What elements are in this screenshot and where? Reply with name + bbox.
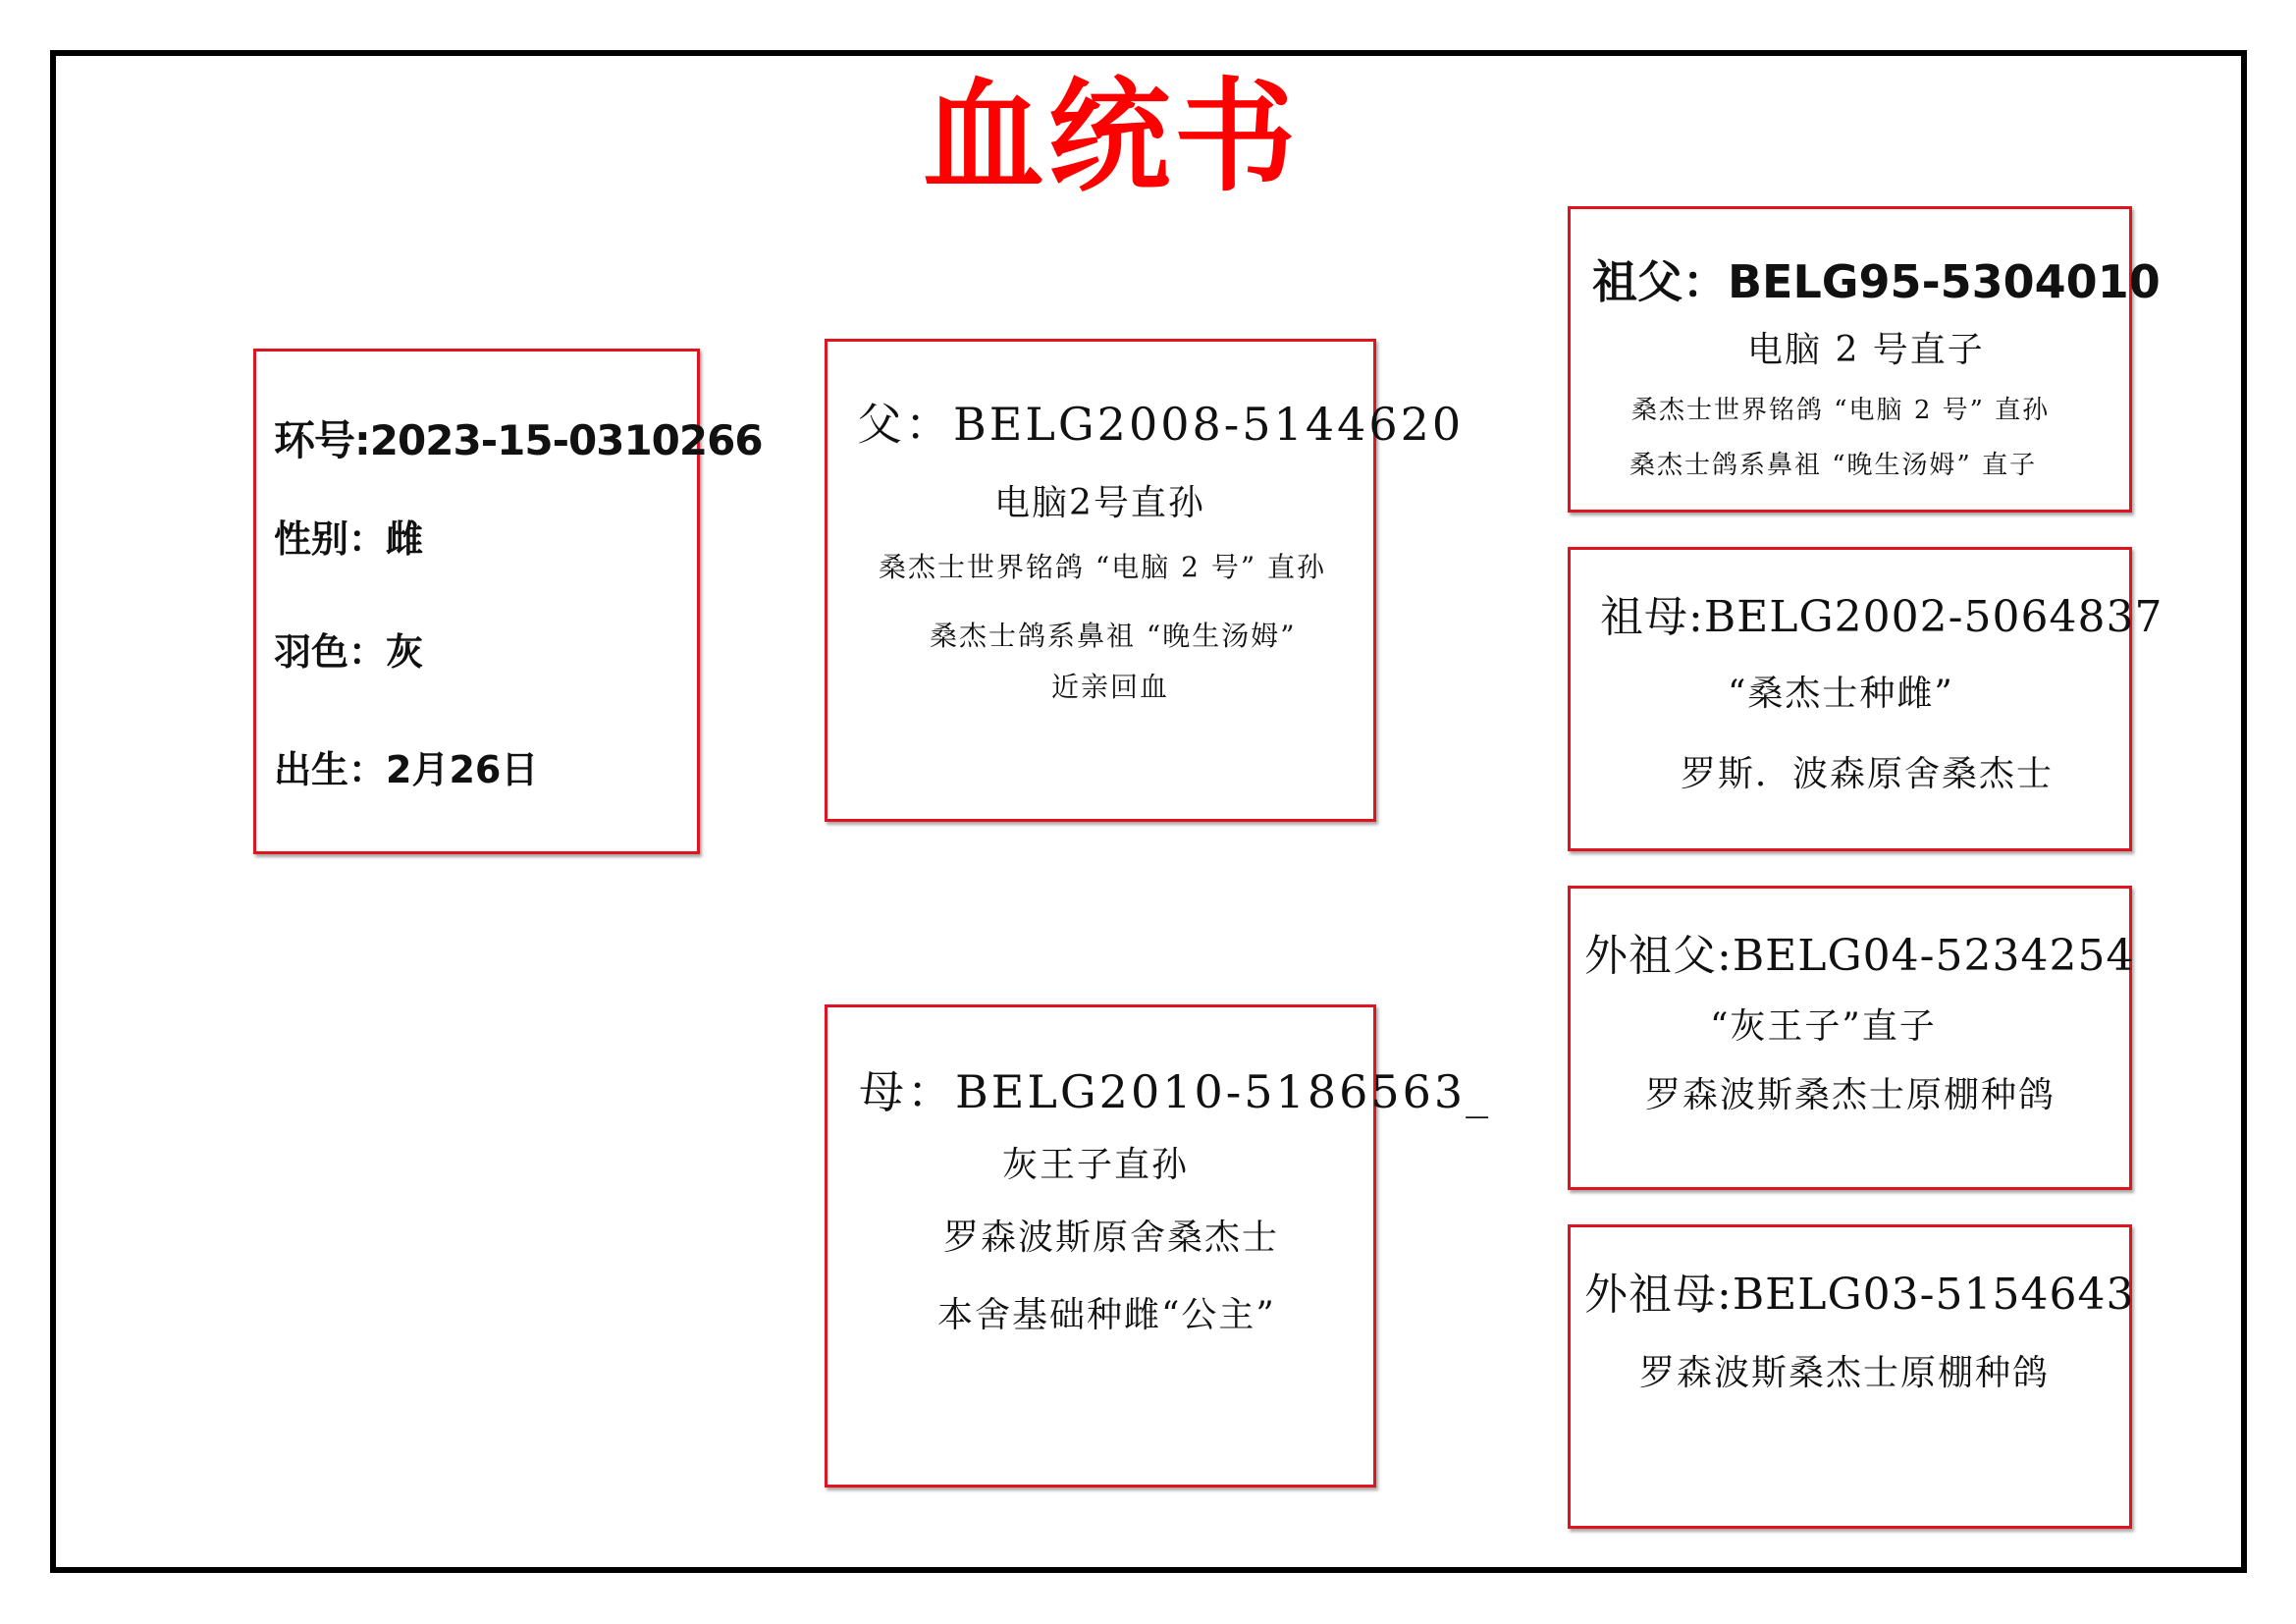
sire-line-2: 桑杰士世界铭鸽 “电脑 2 号” 直孙: [879, 551, 1327, 583]
dam-header: 母：BELG2010-5186563_: [859, 1065, 1492, 1118]
paternal-grandmother-line-1: “桑杰士种雌”: [1728, 674, 1954, 714]
maternal-grandmother-line-1: 罗森波斯桑杰士原棚种鸽: [1639, 1353, 2051, 1393]
sire-header: 父：BELG2008-5144620: [857, 398, 1465, 451]
feather-color: 羽色：灰: [274, 630, 424, 674]
paternal-grandmother-header: 祖母:BELG2002-5064837: [1600, 592, 2163, 642]
paternal-grandfather-line-3: 桑杰士鸽系鼻祖 “晚生汤姆” 直子: [1629, 451, 2038, 480]
maternal-grandfather-card: [1568, 886, 2135, 1190]
maternal-grandfather-line-1: “灰王子”直子: [1710, 1006, 1937, 1047]
ring-number: 环号:2023-15-0310266: [274, 416, 763, 464]
sire-line-1: 电脑2号直孙: [994, 483, 1205, 523]
maternal-grandmother-card: [1568, 1224, 2135, 1529]
paternal-grandfather-line-1: 电脑 2 号直子: [1747, 330, 1985, 370]
birth-date: 出生：2月26日: [274, 748, 539, 791]
paternal-grandmother-card: [1568, 547, 2163, 851]
maternal-grandfather-line-2: 罗森波斯桑杰士原棚种鸽: [1645, 1075, 2056, 1115]
paternal-grandfather-card: [1568, 206, 2161, 513]
dam-card: [825, 1004, 1492, 1488]
sire-line-3: 桑杰士鸽系鼻祖 “晚生汤姆”: [930, 620, 1297, 652]
document-title: 血统书: [923, 66, 1301, 208]
paternal-grandfather-line-2: 桑杰士世界铭鸽 “电脑 2 号” 直孙: [1631, 396, 2051, 425]
dam-line-3: 本舍基础种雌“公主”: [937, 1295, 1276, 1335]
sire-line-4: 近亲回血: [1051, 671, 1170, 703]
maternal-grandmother-header: 外祖母:BELG03-5154643: [1584, 1270, 2135, 1320]
sex: 性别：雌: [274, 517, 424, 561]
maternal-grandfather-header: 外祖父:BELG04-5234254: [1584, 931, 2135, 981]
dam-line-1: 灰王子直孙: [1002, 1145, 1190, 1185]
sire-card: [825, 339, 1465, 822]
paternal-grandfather-header: 祖父：BELG95-5304010: [1592, 255, 2161, 308]
paternal-grandmother-line-2: 罗斯．波森原舍桑杰士: [1681, 754, 2055, 794]
dam-line-2: 罗森波斯原舍桑杰士: [943, 1218, 1280, 1258]
subject-card: [253, 349, 763, 854]
